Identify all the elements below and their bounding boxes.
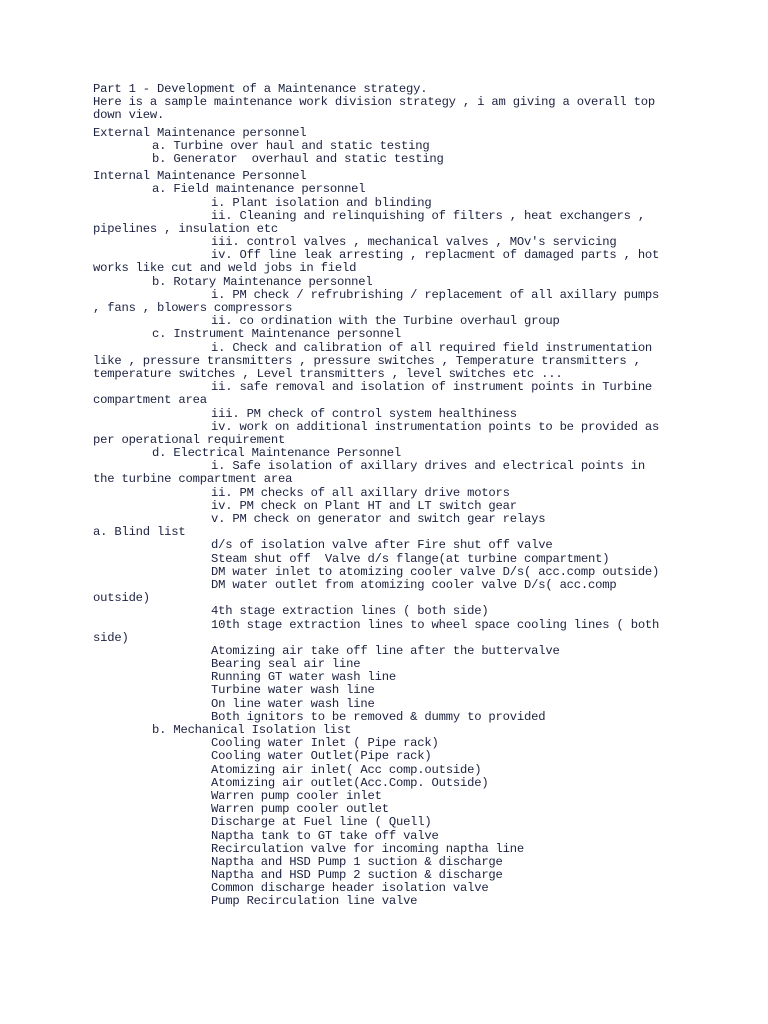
document-line: pipelines , insulation etc	[93, 221, 278, 236]
document-line: v. PM check on generator and switch gear relays	[211, 512, 546, 526]
document-line: Bearing seal air line	[211, 657, 361, 672]
document-line: Recirculation valve for incoming naptha line	[211, 841, 525, 856]
document-line: per operational requirement	[93, 432, 286, 447]
document-line: Naptha and HSD Pump 2 suction & discharge	[211, 868, 503, 883]
document-line: i. PM check / refrubrishing / replacement of all axillary pumps	[211, 287, 660, 302]
document-line: Running GT water wash line	[211, 670, 396, 685]
document-line: Discharge at Fuel line ( Quell)	[211, 815, 432, 830]
document-line: the turbine compartment area	[93, 472, 293, 487]
document-body	[93, 83, 693, 909]
document-line: d. Electrical Maintenance Personnel	[152, 446, 401, 461]
document-line: works like cut and weld jobs in field	[93, 261, 357, 276]
document-line: DM water inlet to atomizing cooler valve D/s( acc.comp outside)	[211, 564, 660, 579]
document-line: Pump Recirculation line valve	[211, 894, 418, 909]
document-line: d/s of isolation valve after Fire shut off valve	[211, 538, 553, 553]
document-line: Cooling water Inlet ( Pipe rack)	[211, 736, 439, 751]
document-line: side)	[93, 630, 129, 645]
document-line: Turbine water wash line	[211, 683, 375, 698]
document-line: iii. control valves , mechanical valves , MOv's servicing	[211, 235, 617, 250]
document-line: Common discharge header isolation valve	[211, 881, 489, 896]
document-line: 4th stage extraction lines ( both side)	[211, 604, 489, 619]
document-line: temperature switches , Level transmitters , level switches etc ...	[93, 366, 563, 381]
document-line: iv. PM check on Plant HT and LT switch gear	[211, 498, 517, 513]
document-line: ii. co ordination with the Turbine overhaul group	[211, 314, 560, 329]
document-line: ii. Cleaning and relinquishing of filters , heat exchangers ,	[211, 208, 645, 223]
document-line: down view.	[93, 108, 165, 123]
document-line: Atomizing air take off line after the buttervalve	[211, 643, 560, 658]
document-line: Internal Maintenance Personnel	[93, 169, 307, 184]
document-line: Warren pump cooler outlet	[211, 802, 389, 817]
document-line: b. Generator overhaul and static testing	[152, 151, 444, 166]
document-line: iv. Off line leak arresting , replacment of damaged parts , hot	[211, 248, 660, 263]
document-line: 10th stage extraction lines to wheel space cooling lines ( both	[211, 617, 660, 632]
document-line: Atomizing air outlet(Acc.Comp. Outside)	[211, 775, 489, 790]
document-line: outside)	[93, 591, 150, 606]
document-line: DM water outlet from atomizing cooler valve D/s( acc.comp	[211, 577, 617, 592]
document-line: iii. PM check of control system healthiness	[211, 406, 517, 421]
document-line: Atomizing air inlet( Acc comp.outside)	[211, 762, 482, 777]
document-line: i. Safe isolation of axillary drives and electrical points in	[211, 459, 645, 474]
document-line: b. Mechanical Isolation list	[152, 723, 352, 737]
document-line: ii. safe removal and isolation of instrument points in Turbine	[211, 380, 653, 395]
document-line: ii. PM checks of all axillary drive motors	[211, 485, 510, 500]
document-line: iv. work on additional instrumentation points to be provided as	[211, 419, 660, 434]
document-line: i. Check and calibration of all required field instrumentation	[211, 340, 653, 355]
document-line: a. Blind list	[93, 525, 186, 540]
document-line: b. Rotary Maintenance personnel	[152, 274, 373, 289]
document-line: i. Plant isolation and blinding	[211, 195, 432, 210]
document-line: Naptha tank to GT take off valve	[211, 828, 439, 843]
document-line: c. Instrument Maintenance personnel	[152, 327, 401, 342]
document-line: Here is a sample maintenance work division strategy , i am giving a overall top	[93, 95, 655, 110]
document-line: a. Turbine over haul and static testing	[152, 138, 430, 153]
document-line: , fans , blowers compressors	[93, 301, 293, 315]
document-line: On line water wash line	[211, 696, 375, 711]
document-line: External Maintenance personnel	[93, 125, 307, 140]
document-line: Part 1 - Development of a Maintenance strategy.	[93, 82, 428, 96]
document-line: compartment area	[93, 393, 207, 408]
document-line: Naptha and HSD Pump 1 suction & discharge	[211, 854, 503, 869]
document-line: like , pressure transmitters , pressure switches , Temperature transmitters ,	[93, 353, 641, 368]
document-line: a. Field maintenance personnel	[152, 182, 366, 197]
document-line: Both ignitors to be removed & dummy to provided	[211, 709, 546, 724]
document-line: Steam shut off Valve d/s flange(at turbine compartment)	[211, 551, 610, 566]
document-line: Warren pump cooler inlet	[211, 788, 382, 803]
document-line: Cooling water Outlet(Pipe rack)	[211, 749, 432, 764]
